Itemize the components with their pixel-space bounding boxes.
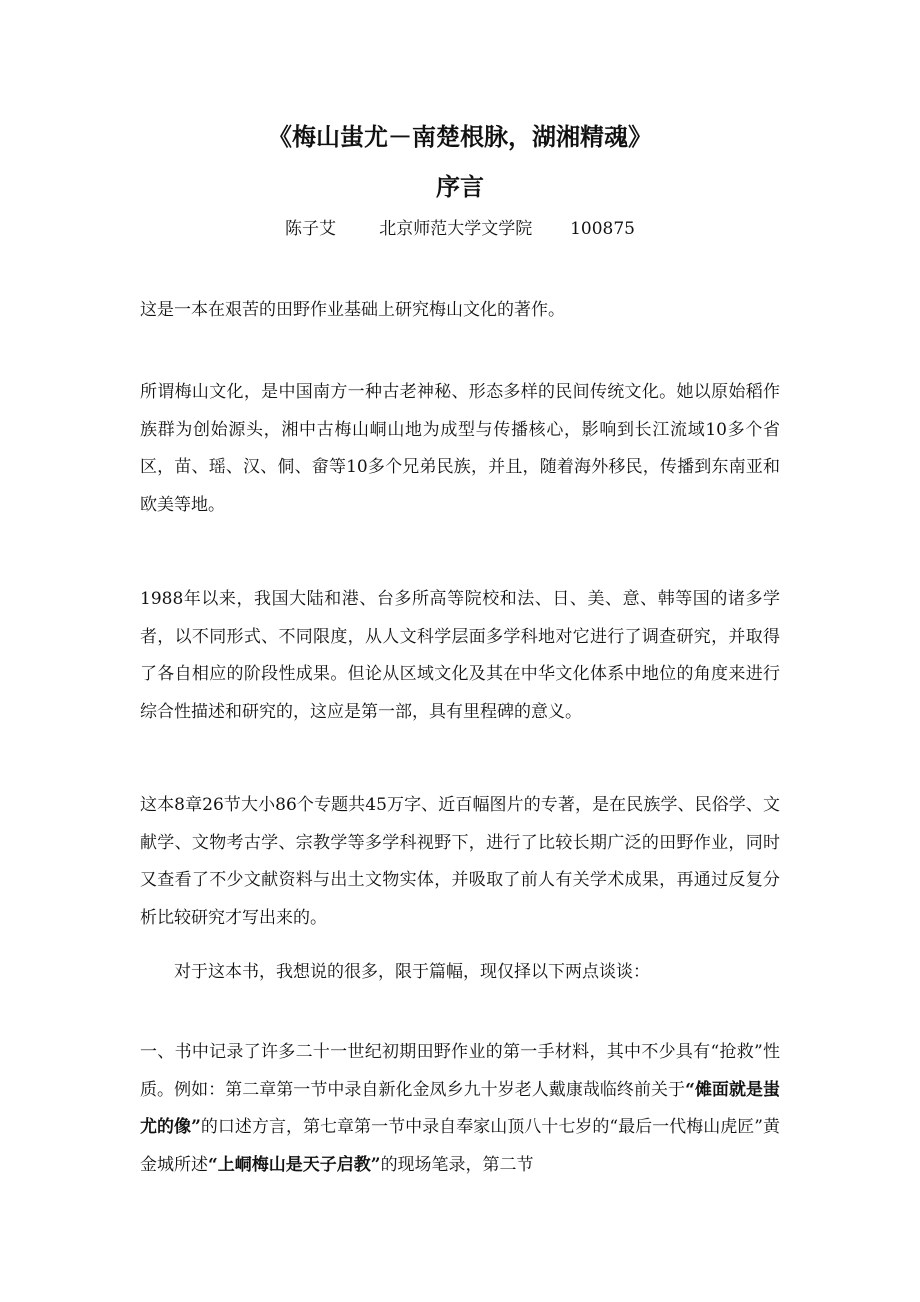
author-name: 陈子艾 bbox=[285, 219, 337, 239]
author-postcode: 100875 bbox=[570, 219, 635, 239]
paragraph: 对于这本书，我想说的很多，限于篇幅，现仅择以下两点谈谈： bbox=[174, 962, 650, 982]
point1-text: 的口述方言，第七章第一节中录自奉家山顶八十七岁的“最后一代梅山虎匠”黄金城所述 bbox=[140, 1117, 780, 1175]
bold-quote: “上峒梅山是天子启教” bbox=[208, 1154, 381, 1175]
bold-quote: “傩面就是蚩尤的像” bbox=[140, 1079, 781, 1137]
author-line bbox=[0, 216, 920, 242]
author-institution: 北京师范大学文学院 bbox=[379, 219, 533, 239]
paragraph: 这是一本在艰苦的田野作业基础上研究梅山文化的著作。 bbox=[140, 300, 565, 320]
point1-text: 的现场笔录，第二节 bbox=[380, 1154, 534, 1175]
document-title: 《梅山蚩尤－南楚根脉，湖湘精魂》 bbox=[268, 122, 652, 151]
document-subtitle: 序言 bbox=[436, 172, 484, 201]
point1-text: 一、书中记录了许多二十一世纪初期田野作业的第一手材料，其中不少具有“抢救”性质。例如：第二章第一节中录自新化金凤乡九十岁老人戴康哉临终前关于 bbox=[140, 1042, 780, 1100]
paragraph: 1988年以来，我国大陆和港、台多所高等院校和法、日、美、意、韩等国的诸多学者，以不同形式、不同限度，从人文科学层面多学科地对它进行了调查研究，并取得了各自相应的阶段性成果。但论从区域文化及其在中华文化体系中地位的角度来进行综合性描述和研究的，这应是第一部，具有里程碑的意义。 bbox=[140, 589, 780, 722]
paragraph-point-one bbox=[140, 1034, 780, 1184]
paragraph: 所谓梅山文化，是中国南方一种古老神秘、形态多样的民间传统文化。她以原始稻作族群为创始源头，湘中古梅山峒山地为成型与传播核心，影响到长江流域10多个省区，苗、瑶、汉、侗、畲等10多个兄弟民族，并且，随着海外移民，传播到东南亚和欧美等地。 bbox=[140, 382, 780, 515]
paragraph: 这本8章26节大小86个专题共45万字、近百幅图片的专著，是在民族学、民俗学、文献学、文物考古学、宗教学等多学科视野下，进行了比较长期广泛的田野作业，同时又查看了不少文献资料与出土文物实体，并吸取了前人有关学术成果，再通过反复分析比较研究才写出来的。 bbox=[140, 795, 780, 928]
